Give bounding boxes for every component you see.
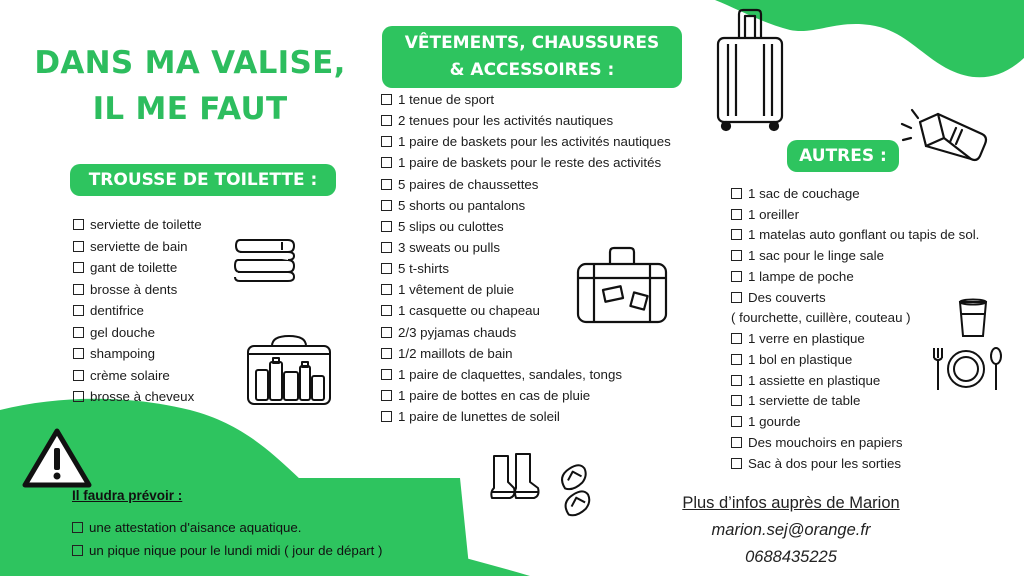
list-item: 1 tenue de sport xyxy=(381,89,671,110)
title-line-2: IL ME FAUT xyxy=(92,91,288,127)
list-item: 3 sweats ou pulls xyxy=(381,237,671,258)
checkbox[interactable] xyxy=(731,458,742,469)
checkbox[interactable] xyxy=(381,327,392,338)
list-item: Des couverts xyxy=(731,287,979,308)
list-item: shampoing xyxy=(73,343,202,365)
checkbox[interactable] xyxy=(73,284,84,295)
checkbox[interactable] xyxy=(73,370,84,381)
checkbox[interactable] xyxy=(731,188,742,199)
towels-icon xyxy=(232,234,298,282)
suitcase-icon xyxy=(712,8,788,132)
checkbox[interactable] xyxy=(731,375,742,386)
list-item: 5 t-shirts xyxy=(381,258,671,279)
prevoir-list xyxy=(72,516,382,562)
list-item: gel douche xyxy=(73,322,202,344)
checkbox[interactable] xyxy=(731,333,742,344)
list-item: 1 paire de lunettes de soleil xyxy=(381,406,671,427)
list-item: dentifrice xyxy=(73,300,202,322)
autres-heading: AUTRES : xyxy=(787,140,899,172)
list-item: gant de toilette xyxy=(73,257,202,279)
list-item: 1 matelas auto gonflant ou tapis de sol. xyxy=(731,225,979,246)
toilette-heading: TROUSSE DE TOILETTE : xyxy=(70,164,336,196)
prevoir-heading: Il faudra prévoir : xyxy=(72,488,183,503)
checkbox[interactable] xyxy=(73,241,84,252)
list-item: 1 paire de baskets pour les activités nautiques xyxy=(381,131,671,152)
checkbox[interactable] xyxy=(731,437,742,448)
checkbox[interactable] xyxy=(381,136,392,147)
checkbox[interactable] xyxy=(381,242,392,253)
checkbox[interactable] xyxy=(73,262,84,273)
contact-phone[interactable]: 0688435225 xyxy=(745,548,837,566)
list-item: 1 paire de baskets pour le reste des activités xyxy=(381,152,671,173)
checkbox[interactable] xyxy=(381,115,392,126)
list-item: Des mouchoirs en papiers xyxy=(731,432,979,453)
checkbox[interactable] xyxy=(381,179,392,190)
list-item: brosse à cheveux xyxy=(73,386,202,408)
checkbox[interactable] xyxy=(381,221,392,232)
checkbox[interactable] xyxy=(381,284,392,295)
briefcase-icon xyxy=(574,244,670,328)
list-item: 1 vêtement de pluie xyxy=(381,279,671,300)
list-item: 1 paire de claquettes, sandales, tongs xyxy=(381,364,671,385)
list-item: 1 bol en plastique xyxy=(731,349,979,370)
list-item: 1 assiette en plastique xyxy=(731,370,979,391)
autres-list xyxy=(731,183,979,474)
checkbox[interactable] xyxy=(731,209,742,220)
list-item: 1/2 maillots de bain xyxy=(381,343,671,364)
checkbox[interactable] xyxy=(72,545,83,556)
list-item: brosse à dents xyxy=(73,279,202,301)
checkbox[interactable] xyxy=(72,522,83,533)
checkbox[interactable] xyxy=(73,348,84,359)
title-line-1: DANS MA VALISE, xyxy=(34,45,346,81)
list-item: serviette de toilette xyxy=(73,214,202,236)
list-item-note: ( fourchette, cuillère, couteau ) xyxy=(731,310,911,326)
checkbox[interactable] xyxy=(731,395,742,406)
checkbox[interactable] xyxy=(731,354,742,365)
vetements-heading xyxy=(382,26,682,88)
checkbox[interactable] xyxy=(731,416,742,427)
checkbox[interactable] xyxy=(73,219,84,230)
list-item: un pique nique pour le lundi midi ( jour de départ ) xyxy=(72,539,382,562)
list-item: 5 paires de chaussettes xyxy=(381,174,671,195)
checkbox[interactable] xyxy=(381,348,392,359)
vetements-heading-line-1: VÊTEMENTS, CHAUSSURES xyxy=(404,33,660,53)
contact-email[interactable]: marion.sej@orange.fr xyxy=(711,521,871,539)
checkbox[interactable] xyxy=(381,263,392,274)
checkbox[interactable] xyxy=(731,250,742,261)
list-item: 1 gourde xyxy=(731,411,979,432)
plate-cutlery-icon xyxy=(928,344,1004,394)
list-item: 1 sac de couchage xyxy=(731,183,979,204)
contact-info-line: Plus d’infos auprès de Marion xyxy=(682,494,900,512)
boots-icon xyxy=(488,452,544,504)
list-item: 1 serviette de table xyxy=(731,391,979,412)
checkbox[interactable] xyxy=(381,411,392,422)
list-item: 1 paire de bottes en cas de pluie xyxy=(381,385,671,406)
checkbox[interactable] xyxy=(381,94,392,105)
checkbox[interactable] xyxy=(731,271,742,282)
list-item: Sac à dos pour les sorties xyxy=(731,453,979,474)
toilette-list xyxy=(73,214,202,408)
list-item: une attestation d'aisance aquatique. xyxy=(72,516,382,539)
checkbox[interactable] xyxy=(73,391,84,402)
checkbox[interactable] xyxy=(381,200,392,211)
list-item: 1 casquette ou chapeau xyxy=(381,300,671,321)
toiletry-bag-icon xyxy=(244,332,334,408)
list-item: 1 lampe de poche xyxy=(731,266,979,287)
contact-block xyxy=(650,490,932,571)
list-item: crème solaire xyxy=(73,365,202,387)
checkbox[interactable] xyxy=(731,229,742,240)
list-item: 1 oreiller xyxy=(731,204,979,225)
list-item: 2/3 pyjamas chauds xyxy=(381,322,671,343)
checkbox[interactable] xyxy=(381,157,392,168)
list-item: 1 sac pour le linge sale xyxy=(731,245,979,266)
page-title xyxy=(20,40,360,132)
glass-icon xyxy=(956,298,990,340)
checkbox[interactable] xyxy=(381,390,392,401)
vetements-heading-line-2: & ACCESSOIRES : xyxy=(449,60,615,80)
flashlight-icon xyxy=(898,104,994,174)
checkbox[interactable] xyxy=(731,292,742,303)
checkbox[interactable] xyxy=(381,369,392,380)
checkbox[interactable] xyxy=(73,305,84,316)
warning-icon xyxy=(22,428,92,488)
flip-flops-icon xyxy=(555,462,603,522)
list-item: 5 shorts ou pantalons xyxy=(381,195,671,216)
list-item: 1 verre en plastique xyxy=(731,328,979,349)
checkbox[interactable] xyxy=(73,327,84,338)
checkbox[interactable] xyxy=(381,305,392,316)
list-item: 5 slips ou culottes xyxy=(381,216,671,237)
list-item: 2 tenues pour les activités nautiques xyxy=(381,110,671,131)
list-item: serviette de bain xyxy=(73,236,202,258)
